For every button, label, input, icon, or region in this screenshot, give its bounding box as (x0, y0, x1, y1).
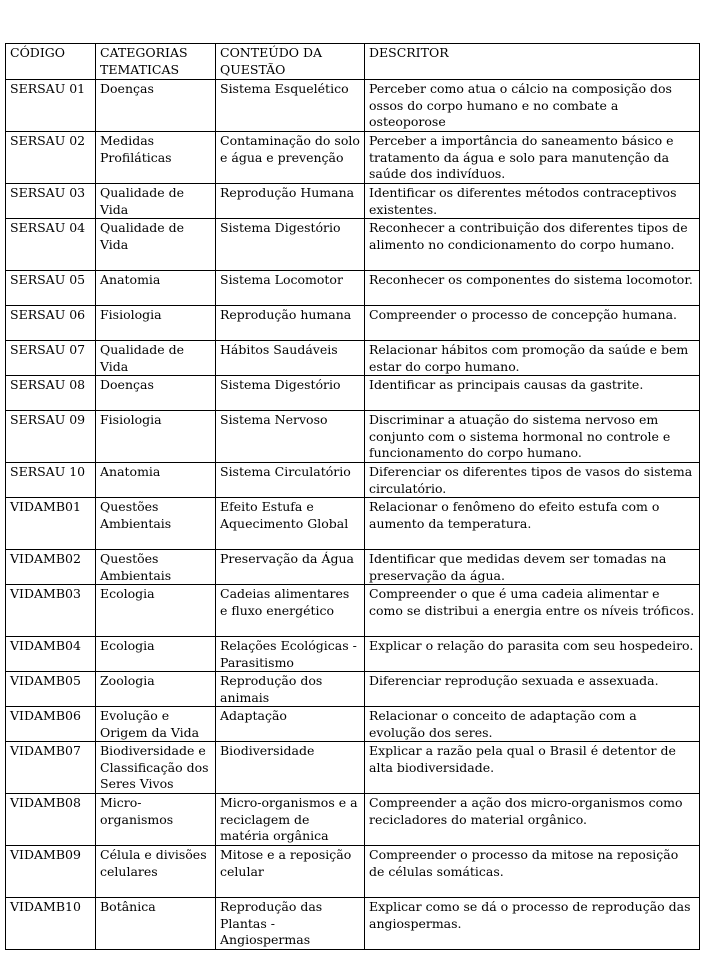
descritor-cell: Compreender o que é uma cadeia alimentar e como se distribui a energia entre os níveis tróficos. (365, 585, 700, 637)
descritor-cell: Compreender o processo da mitose na reposição de células somáticas. (365, 846, 700, 898)
descritor-cell: Compreender a ação dos micro-organismos como recicladores do material orgânico. (365, 794, 700, 846)
categoria-cell: Questões Ambientais (96, 550, 216, 585)
header-conteudo: CONTEÚDO DA QUESTÃO (216, 44, 365, 80)
table-row (6, 132, 700, 184)
table-row (6, 707, 700, 742)
conteudo-cell: Sistema Locomotor (216, 271, 365, 306)
categoria-cell: Anatomia (96, 463, 216, 498)
descritor-cell: Explicar a razão pela qual o Brasil é detentor de alta biodiversidade. (365, 742, 700, 794)
conteudo-cell: Cadeias alimentares e fluxo energético (216, 585, 365, 637)
categoria-cell: Célula e divisões celulares (96, 846, 216, 898)
categoria-cell: Ecologia (96, 637, 216, 672)
conteudo-cell: Reprodução das Plantas - Angiospermas (216, 898, 365, 950)
categoria-cell: Ecologia (96, 585, 216, 637)
codigo-cell: VIDAMB10 (6, 898, 96, 950)
table-row (6, 672, 700, 707)
categoria-cell: Zoologia (96, 672, 216, 707)
codigo-cell: VIDAMB08 (6, 794, 96, 846)
codigo-cell: SERSAU 01 (6, 80, 96, 132)
codigo-cell: SERSAU 03 (6, 184, 96, 219)
conteudo-cell: Reprodução dos animais (216, 672, 365, 707)
header-descritor: DESCRITOR (365, 44, 700, 80)
conteudo-cell: Mitose e a reposição celular (216, 846, 365, 898)
conteudo-cell: Adaptação (216, 707, 365, 742)
table-row (6, 306, 700, 341)
descritor-cell: Perceber como atua o cálcio na composição dos ossos do corpo humano e no combate a osteoporose (365, 80, 700, 132)
categoria-cell: Anatomia (96, 271, 216, 306)
categoria-cell: Qualidade de Vida (96, 184, 216, 219)
conteudo-cell: Sistema Nervoso (216, 411, 365, 463)
header-categorias: CATEGORIAS TEMATICAS (96, 44, 216, 80)
conteudo-cell: Sistema Esquelético (216, 80, 365, 132)
conteudo-cell: Sistema Circulatório (216, 463, 365, 498)
descritor-cell: Reconhecer a contribuição dos diferentes tipos de alimento no condicionamento do corpo humano. (365, 219, 700, 271)
categoria-cell: Doenças (96, 376, 216, 411)
descritor-cell: Perceber a importância do saneamento básico e tratamento da água e solo para manutenção da saúde dos indivíduos. (365, 132, 700, 184)
codigo-cell: VIDAMB03 (6, 585, 96, 637)
table-row (6, 846, 700, 898)
codigo-cell: SERSAU 05 (6, 271, 96, 306)
descritor-cell: Identificar os diferentes métodos contraceptivos existentes. (365, 184, 700, 219)
codigo-cell: SERSAU 04 (6, 219, 96, 271)
conteudo-cell: Reprodução humana (216, 306, 365, 341)
codigo-cell: VIDAMB06 (6, 707, 96, 742)
conteudo-cell: Micro-organismos e a reciclagem de matéria orgânica (216, 794, 365, 846)
table-row (6, 898, 700, 950)
table-row (6, 219, 700, 271)
descritor-cell: Compreender o processo de concepção humana. (365, 306, 700, 341)
conteudo-cell: Biodiversidade (216, 742, 365, 794)
codigo-cell: SERSAU 09 (6, 411, 96, 463)
descritor-cell: Discriminar a atuação do sistema nervoso em conjunto com o sistema hormonal no controle e funcionamento do corpo humano. (365, 411, 700, 463)
categoria-cell: Medidas Profiláticas (96, 132, 216, 184)
table-row (6, 184, 700, 219)
categoria-cell: Doenças (96, 80, 216, 132)
table-row (6, 411, 700, 463)
table-row (6, 550, 700, 585)
table-row (6, 341, 700, 376)
categoria-cell: Biodiversidade e Classificação dos Seres Vivos (96, 742, 216, 794)
table-row (6, 271, 700, 306)
descritor-cell: Relacionar o conceito de adaptação com a evolução dos seres. (365, 707, 700, 742)
codigo-cell: VIDAMB05 (6, 672, 96, 707)
codigo-cell: SERSAU 02 (6, 132, 96, 184)
table-row (6, 463, 700, 498)
categoria-cell: Botânica (96, 898, 216, 950)
categoria-cell: Questões Ambientais (96, 498, 216, 550)
descritor-cell: Explicar o relação do parasita com seu hospedeiro. (365, 637, 700, 672)
conteudo-cell: Reprodução Humana (216, 184, 365, 219)
codigo-cell: SERSAU 07 (6, 341, 96, 376)
header-codigo: CÓDIGO (6, 44, 96, 80)
conteudo-cell: Efeito Estufa e Aquecimento Global (216, 498, 365, 550)
descritor-cell: Relacionar o fenômeno do efeito estufa com o aumento da temperatura. (365, 498, 700, 550)
header-row (6, 44, 700, 80)
descritor-cell: Relacionar hábitos com promoção da saúde e bem estar do corpo humano. (365, 341, 700, 376)
table-row (6, 80, 700, 132)
categoria-cell: Micro-organismos (96, 794, 216, 846)
codigo-cell: VIDAMB04 (6, 637, 96, 672)
descritor-cell: Diferenciar os diferentes tipos de vasos do sistema circulatório. (365, 463, 700, 498)
codigo-cell: SERSAU 10 (6, 463, 96, 498)
categoria-cell: Fisiologia (96, 411, 216, 463)
table-row (6, 376, 700, 411)
conteudo-cell: Contaminação do solo e água e prevenção (216, 132, 365, 184)
table-row (6, 794, 700, 846)
codigo-cell: SERSAU 06 (6, 306, 96, 341)
descritor-cell: Identificar que medidas devem ser tomadas na preservação da água. (365, 550, 700, 585)
table-row (6, 498, 700, 550)
codigo-cell: VIDAMB01 (6, 498, 96, 550)
conteudo-cell: Preservação da Água (216, 550, 365, 585)
descritor-cell: Identificar as principais causas da gastrite. (365, 376, 700, 411)
conteudo-cell: Relações Ecológicas - Parasitismo (216, 637, 365, 672)
table-row (6, 585, 700, 637)
codigo-cell: VIDAMB09 (6, 846, 96, 898)
categoria-cell: Fisiologia (96, 306, 216, 341)
codigo-cell: SERSAU 08 (6, 376, 96, 411)
descritor-cell: Diferenciar reprodução sexuada e assexuada. (365, 672, 700, 707)
codigo-cell: VIDAMB07 (6, 742, 96, 794)
categoria-cell: Evolução e Origem da Vida (96, 707, 216, 742)
table-row (6, 742, 700, 794)
conteudo-cell: Sistema Digestório (216, 376, 365, 411)
descritor-cell: Explicar como se dá o processo de reprodução das angiospermas. (365, 898, 700, 950)
conteudo-cell: Hábitos Saudáveis (216, 341, 365, 376)
conteudo-cell: Sistema Digestório (216, 219, 365, 271)
descritor-cell: Reconhecer os componentes do sistema locomotor. (365, 271, 700, 306)
codigo-cell: VIDAMB02 (6, 550, 96, 585)
categoria-cell: Qualidade de Vida (96, 219, 216, 271)
categoria-cell: Qualidade de Vida (96, 341, 216, 376)
descriptor-table (5, 43, 700, 950)
table-row (6, 637, 700, 672)
